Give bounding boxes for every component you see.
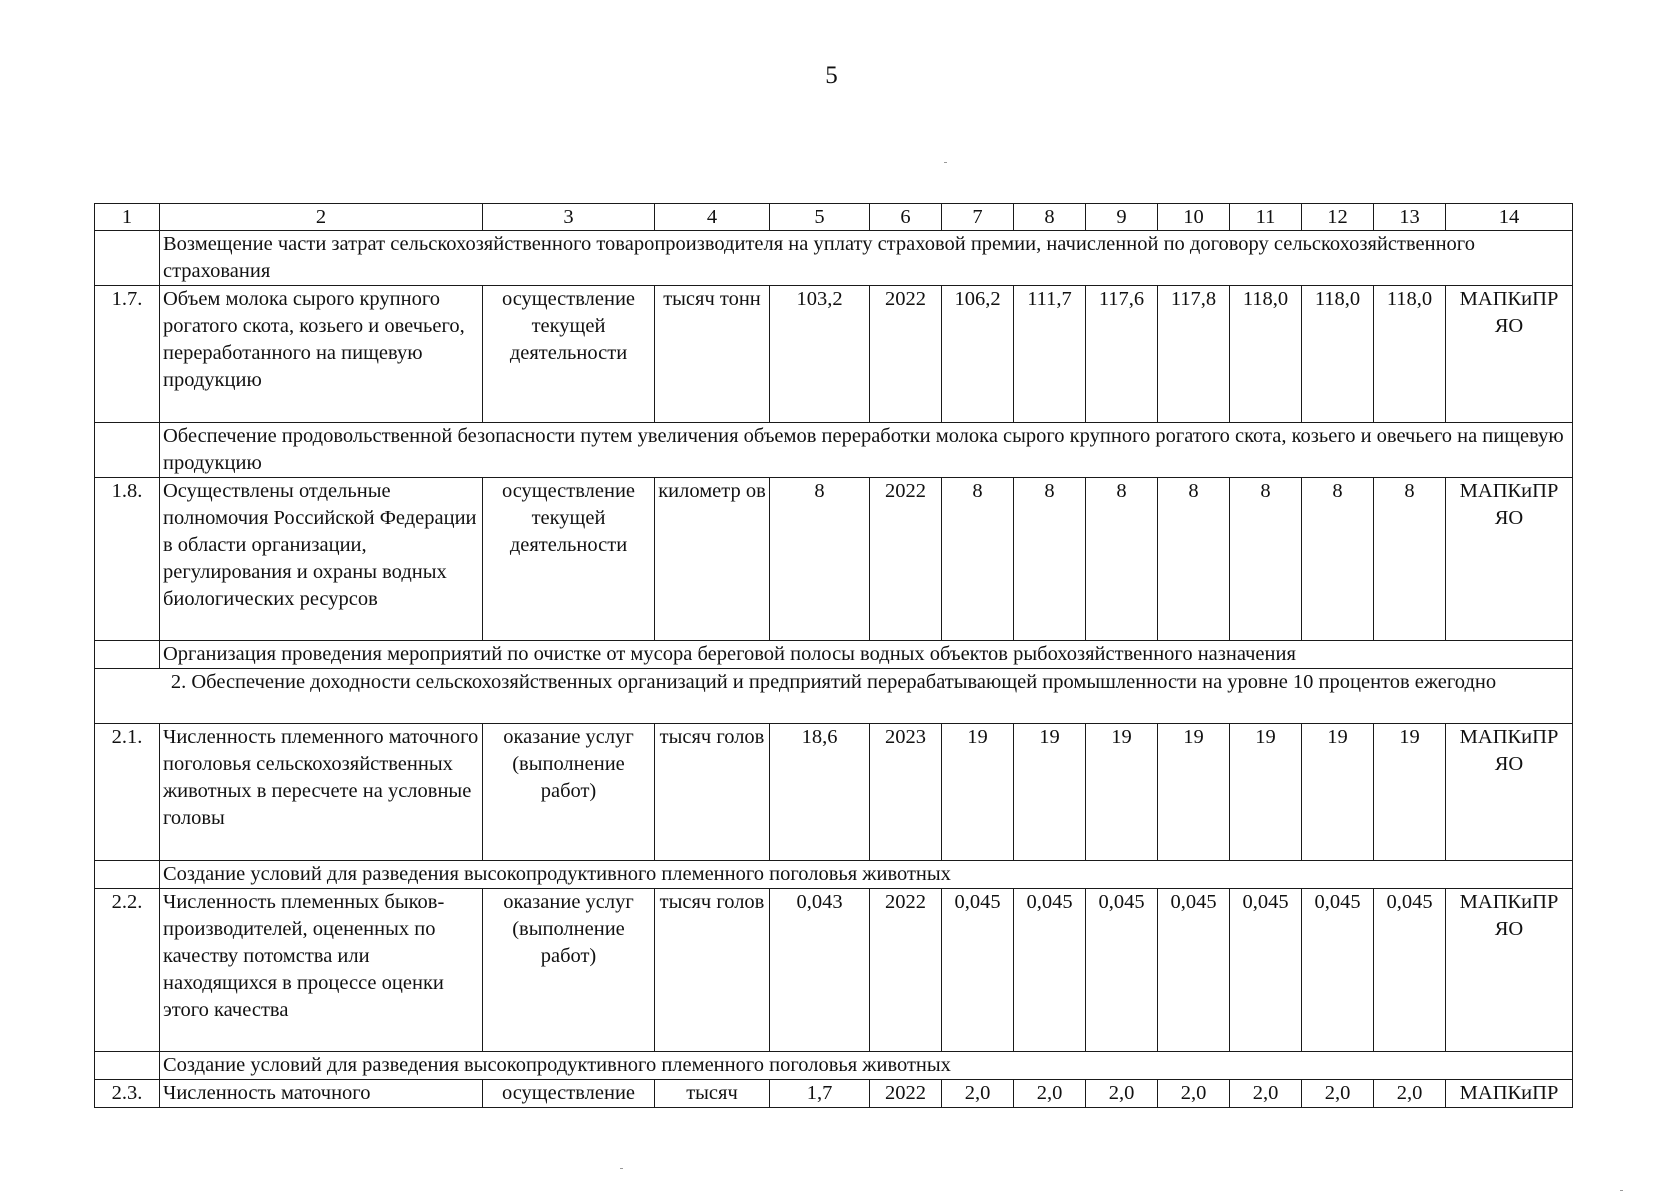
column-header: 2 (160, 204, 483, 231)
scan-speck (1620, 1190, 1623, 1191)
empty-cell (95, 423, 160, 478)
indicator-type: осуществление (483, 1080, 655, 1108)
unit: тысяч голов (655, 889, 770, 1052)
note-text: Организация проведения мероприятий по очистке от мусора береговой полосы водных объектов рыбохозяйственного назначения (160, 641, 1573, 669)
row-number: 2.3. (95, 1080, 160, 1108)
indicators-table (94, 203, 1573, 1108)
note-text: Создание условий для разведения высокопродуктивного племенного поголовья животных (160, 1052, 1573, 1080)
unit: тысяч тонн (655, 286, 770, 423)
value-cell: 2,0 (1374, 1080, 1446, 1108)
empty-cell (95, 641, 160, 669)
value-cell: 8 (1230, 478, 1302, 641)
value-cell: 19 (942, 724, 1014, 861)
row-number: 2.2. (95, 889, 160, 1052)
column-header: 4 (655, 204, 770, 231)
responsible: МАПКиПР ЯО (1446, 724, 1573, 861)
note-text: Возмещение части затрат сельскохозяйственного товаропроизводителя на уплату страховой премии, начисленной по договору сельскохозяйственного страхования (160, 231, 1573, 286)
value-cell: 19 (1014, 724, 1086, 861)
base-year: 2022 (870, 478, 942, 641)
value-cell: 8 (1086, 478, 1158, 641)
indicator-name: Численность племенных быков-производителей, оцененных по качеству потомства или находящихся в процессе оценки этого качества (160, 889, 483, 1052)
value-cell: 2,0 (942, 1080, 1014, 1108)
value-cell: 118,0 (1230, 286, 1302, 423)
table-row (95, 724, 1573, 861)
column-header: 10 (1158, 204, 1230, 231)
unit: километр ов (655, 478, 770, 641)
value-cell: 2,0 (1086, 1080, 1158, 1108)
row-number: 1.7. (95, 286, 160, 423)
empty-cell (95, 1052, 160, 1080)
section-title: 2. Обеспечение доходности сельскохозяйственных организаций и предприятий перерабатывающей промышленности на уровне 10 процентов ежегодно (95, 669, 1573, 724)
value-cell: 19 (1302, 724, 1374, 861)
column-header: 7 (942, 204, 1014, 231)
responsible: МАПКиПР ЯО (1446, 478, 1573, 641)
indicator-type: оказание услуг (выполнение работ) (483, 724, 655, 861)
scan-speck (944, 162, 947, 163)
indicator-type: осуществление текущей деятельности (483, 478, 655, 641)
value-cell: 0,045 (1086, 889, 1158, 1052)
empty-cell (95, 231, 160, 286)
value-cell: 118,0 (1302, 286, 1374, 423)
value-cell: 0,045 (1302, 889, 1374, 1052)
indicator-type: оказание услуг (выполнение работ) (483, 889, 655, 1052)
base-value: 8 (770, 478, 870, 641)
note-row (95, 1052, 1573, 1080)
base-year: 2023 (870, 724, 942, 861)
row-number: 2.1. (95, 724, 160, 861)
responsible: МАПКиПР ЯО (1446, 286, 1573, 423)
value-cell: 2,0 (1158, 1080, 1230, 1108)
page-number: 5 (825, 62, 838, 89)
value-cell: 111,7 (1014, 286, 1086, 423)
value-cell: 19 (1158, 724, 1230, 861)
base-value: 1,7 (770, 1080, 870, 1108)
value-cell: 0,045 (942, 889, 1014, 1052)
column-header: 3 (483, 204, 655, 231)
responsible: МАПКиПР (1446, 1080, 1573, 1108)
row-number: 1.8. (95, 478, 160, 641)
note-row (95, 423, 1573, 478)
responsible: МАПКиПР ЯО (1446, 889, 1573, 1052)
column-header: 11 (1230, 204, 1302, 231)
value-cell: 8 (1014, 478, 1086, 641)
value-cell: 19 (1374, 724, 1446, 861)
base-year: 2022 (870, 1080, 942, 1108)
column-header: 1 (95, 204, 160, 231)
note-row (95, 861, 1573, 889)
value-cell: 2,0 (1230, 1080, 1302, 1108)
base-year: 2022 (870, 889, 942, 1052)
empty-cell (95, 861, 160, 889)
indicator-name: Численность племенного маточного поголовья сельскохозяйственных животных в пересчете на условные головы (160, 724, 483, 861)
value-cell: 0,045 (1014, 889, 1086, 1052)
column-number-row (95, 204, 1573, 231)
table-row (95, 286, 1573, 423)
value-cell: 117,8 (1158, 286, 1230, 423)
base-value: 103,2 (770, 286, 870, 423)
column-header: 8 (1014, 204, 1086, 231)
value-cell: 117,6 (1086, 286, 1158, 423)
indicator-name: Объем молока сырого крупного рогатого скота, козьего и овечьего, переработанного на пищевую продукцию (160, 286, 483, 423)
value-cell: 118,0 (1374, 286, 1446, 423)
scan-speck (620, 1168, 623, 1169)
value-cell: 19 (1086, 724, 1158, 861)
note-text: Обеспечение продовольственной безопасности путем увеличения объемов переработки молока сырого крупного рогатого скота, козьего и овечьего на пищевую продукцию (160, 423, 1573, 478)
section-row (95, 669, 1573, 724)
table-row (95, 1080, 1573, 1108)
table-row (95, 478, 1573, 641)
unit: тысяч (655, 1080, 770, 1108)
value-cell: 8 (942, 478, 1014, 641)
value-cell: 8 (1374, 478, 1446, 641)
value-cell: 0,045 (1158, 889, 1230, 1052)
value-cell: 0,045 (1374, 889, 1446, 1052)
value-cell: 2,0 (1302, 1080, 1374, 1108)
value-cell: 106,2 (942, 286, 1014, 423)
unit: тысяч голов (655, 724, 770, 861)
value-cell: 8 (1302, 478, 1374, 641)
column-header: 5 (770, 204, 870, 231)
note-row (95, 231, 1573, 286)
value-cell: 8 (1158, 478, 1230, 641)
column-header: 14 (1446, 204, 1573, 231)
value-cell: 2,0 (1014, 1080, 1086, 1108)
column-header: 13 (1374, 204, 1446, 231)
column-header: 12 (1302, 204, 1374, 231)
base-value: 0,043 (770, 889, 870, 1052)
indicator-name: Численность маточного (160, 1080, 483, 1108)
indicator-type: осуществление текущей деятельности (483, 286, 655, 423)
table-row (95, 889, 1573, 1052)
column-header: 9 (1086, 204, 1158, 231)
base-year: 2022 (870, 286, 942, 423)
column-header: 6 (870, 204, 942, 231)
note-row (95, 641, 1573, 669)
value-cell: 0,045 (1230, 889, 1302, 1052)
base-value: 18,6 (770, 724, 870, 861)
indicator-name: Осуществлены отдельные полномочия Российской Федерации в области организации, регулирования и охраны водных биологических ресурсов (160, 478, 483, 641)
note-text: Создание условий для разведения высокопродуктивного племенного поголовья животных (160, 861, 1573, 889)
value-cell: 19 (1230, 724, 1302, 861)
